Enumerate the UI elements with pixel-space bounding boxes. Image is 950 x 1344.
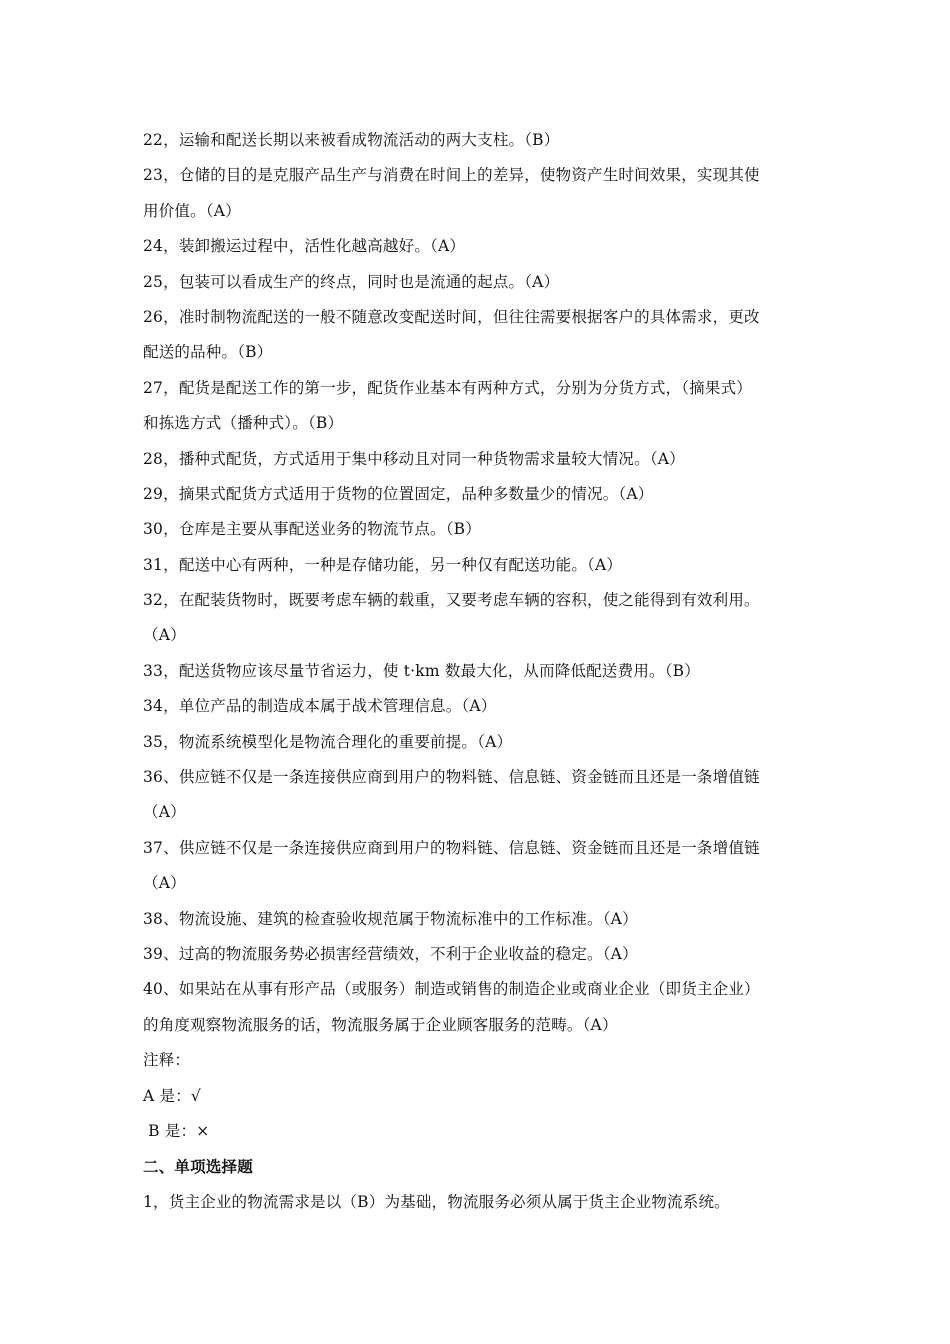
statement-34: 34，单位产品的制造成本属于战术管理信息。（A） (143, 697, 497, 716)
statement-40-line-1: 40、如果站在从事有形产品（或服务）制造或销售的制造企业或商业企业（即货主企业） (143, 980, 760, 999)
statement-29: 29，摘果式配货方式适用于货物的位置固定，品种多数量少的情况。（A） (143, 484, 654, 503)
note-b-false: B 是：× (143, 1121, 210, 1140)
statement-36-line-1: 36、供应链不仅是一条连接供应商到用户的物料链、信息链、资金链而且还是一条增值链 (143, 768, 760, 787)
statement-27-line-2: 和拣选方式（播种式）。（B） (143, 414, 344, 433)
statement-22: 22，运输和配送长期以来被看成物流活动的两大支柱。（B） (143, 131, 560, 149)
note-a-true: A 是：√ (143, 1086, 201, 1105)
section-heading: 二、单项选择题 (143, 1157, 253, 1177)
statement-27-line-1: 27，配货是配送工作的第一步，配货作业基本有两种方式，分别为分货方式，（摘果式） (143, 378, 752, 397)
statement-26-line-1: 26，准时制物流配送的一般不随意改变配送时间，但往往需要根据客户的具体需求，更改 (143, 307, 760, 326)
statement-24: 24，装卸搬运过程中，活性化越高越好。（A） (143, 237, 466, 256)
statement-36-line-2: （A） (143, 803, 186, 822)
statement-23-line-2: 用价值。（A） (143, 201, 241, 220)
statement-23-line-1: 23，仓储的目的是克服产品生产与消费在时间上的差异，使物资产生时间效果，实现其使 (143, 166, 760, 185)
statement-26-line-2: 配送的品种。（B） (143, 343, 273, 362)
statement-40-line-2: 的角度观察物流服务的话，物流服务属于企业顾客服务的范畴。（A） (143, 1015, 618, 1034)
statement-37-line-2: （A） (143, 874, 186, 893)
statement-32-line-2: （A） (143, 626, 186, 645)
statement-39: 39、过高的物流服务势必损害经营绩效，不利于企业收益的稳定。（A） (143, 944, 638, 963)
statement-25: 25，包装可以看成生产的终点，同时也是流通的起点。（A） (143, 272, 560, 291)
statement-28: 28，播种式配货，方式适用于集中移动且对同一种货物需求量较大情况。（A） (143, 449, 685, 468)
statement-32-line-1: 32，在配装货物时，既要考虑车辆的载重，又要考虑车辆的容积，使之能得到有效利用。 (143, 591, 760, 610)
statement-33: 33，配送货物应该尽量节省运力，使 t·km 数最大化，从而降低配送费用。（B） (143, 661, 700, 680)
document-body (143, 123, 811, 1220)
statement-38: 38、物流设施、建筑的检查验收规范属于物流标准中的工作标准。（A） (143, 909, 638, 928)
statement-31: 31，配送中心有两种，一种是存储功能，另一种仅有配送功能。（A） (143, 555, 623, 574)
statement-37-line-1: 37、供应链不仅是一条连接供应商到用户的物料链、信息链、资金链而且还是一条增值链 (143, 838, 760, 857)
notes-label: 注释： (143, 1051, 191, 1070)
statement-30: 30，仓库是主要从事配送业务的物流节点。（B） (143, 520, 481, 539)
statement-35: 35，物流系统模型化是物流合理化的重要前提。（A） (143, 732, 513, 751)
question-1: 1，货主企业的物流需求是以（B）为基础，物流服务必须从属于货主企业物流系统。 (143, 1192, 730, 1211)
